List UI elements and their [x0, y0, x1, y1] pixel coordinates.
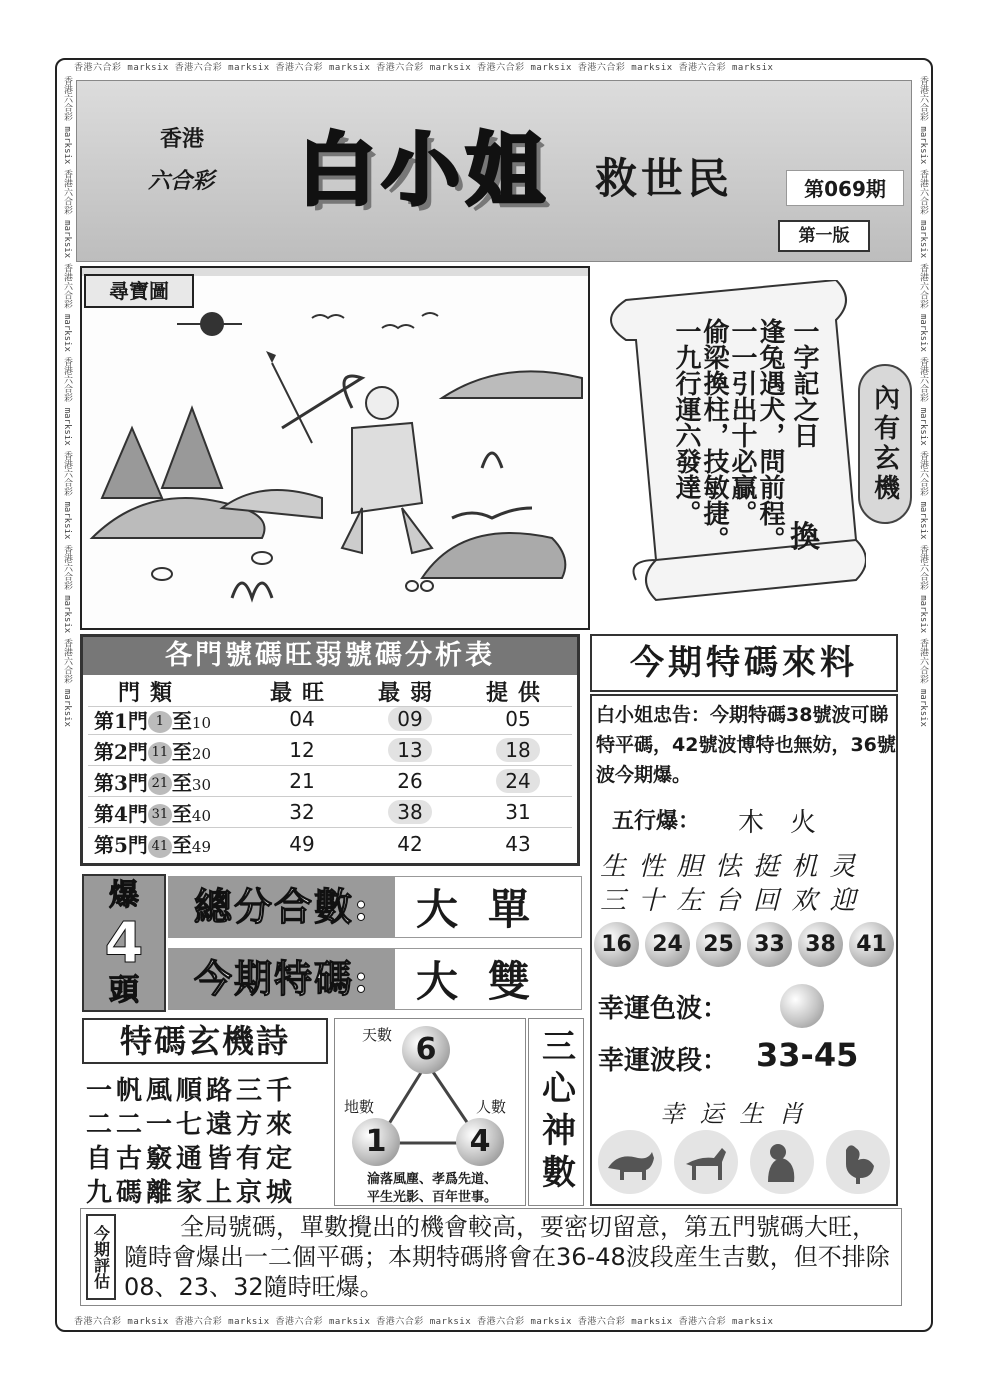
range-end: 40 — [191, 806, 212, 825]
explode-badge — [82, 874, 166, 1012]
special-panel-title: 今期特碼來料 — [590, 634, 898, 692]
evaluation-label: 今期評估 — [86, 1214, 116, 1300]
range-start: 31 — [148, 804, 172, 826]
edition-badge: 第一版 — [778, 220, 870, 252]
range-end: 10 — [191, 713, 212, 732]
zodiac-row — [596, 1128, 892, 1200]
door-label: 第3門 — [94, 770, 148, 795]
special-numbers — [594, 922, 894, 967]
special-code-row — [168, 948, 582, 1010]
three-heart-numbers: 三心神數 — [528, 1018, 584, 1206]
strongest-value: 32 — [289, 800, 315, 824]
door-label: 第2門 — [94, 739, 148, 764]
earth-value: 1 — [352, 1118, 400, 1166]
poem-line-1: 一帆風順路三千 — [86, 1076, 297, 1106]
lucky-range-label: 幸運波段： — [598, 1046, 729, 1076]
range-end: 20 — [191, 744, 212, 763]
offer-value: 18 — [496, 738, 540, 762]
weakest-value: 42 — [397, 831, 423, 856]
poem-line-2: 二二一七遠方來 — [86, 1110, 297, 1140]
monkey-icon — [748, 1128, 816, 1196]
number-ball: 41 — [849, 922, 894, 967]
weakest-value: 38 — [388, 800, 432, 824]
rooster-icon — [824, 1128, 892, 1196]
table-header-door: 門類 — [118, 679, 183, 706]
strongest-value: 21 — [289, 769, 315, 793]
door-label: 第4門 — [94, 801, 148, 826]
number-ball: 33 — [747, 922, 792, 967]
table-header-strongest: 最旺 — [269, 679, 334, 706]
tiger-icon — [596, 1128, 664, 1196]
analysis-table-title: 各門號碼旺弱號碼分析表 — [83, 637, 577, 675]
range-sep: 至 — [171, 739, 192, 764]
special-code-label: 今期特碼: — [169, 949, 395, 1009]
sum-value: 大單 — [415, 885, 560, 934]
range-start: 41 — [148, 836, 172, 858]
range-start: 21 — [148, 773, 172, 795]
heaven-value: 6 — [402, 1026, 450, 1074]
door-label: 第1門 — [94, 708, 148, 733]
region-label: 香港 — [160, 126, 205, 152]
strongest-value: 04 — [289, 707, 315, 731]
number-ball: 24 — [645, 922, 690, 967]
zodiac-label: 幸 运 生 肖 — [660, 1100, 807, 1128]
scroll-line-1: 一字記之日 — [789, 318, 819, 448]
weakest-value: 09 — [388, 707, 432, 731]
scroll-line-3: 一一引出十必贏。 — [727, 318, 757, 526]
explode-line-1: 爆 — [109, 878, 139, 913]
table-row — [88, 828, 572, 859]
bottom-border-text: 香港六合彩 marksix 香港六合彩 marksix 香港六合彩 marksix 香港六合彩 marksix 香港六合彩 marksix 香港六合彩 marksix 香港六合彩 marksix — [74, 1317, 774, 1327]
triangle-note-1: 淪落風塵、孝爲先道、 — [366, 1172, 497, 1187]
lucky-range-value: 33-45 — [756, 1036, 859, 1074]
triangle-note-2: 平生光影、百年世事。 — [366, 1190, 497, 1205]
heaven-label: 天數 — [362, 1026, 393, 1044]
evaluation-text: 全局號碼，單數攪出的機會較高，要密切留意，第五門號碼大旺，隨時會爆出一二個平碼；本期特碼將會在36-48波段産生吉數，但不排除08、23、32隨時旺爆。 — [124, 1213, 890, 1301]
offer-value: 24 — [496, 769, 540, 793]
lucky-color-label: 幸運色波： — [598, 994, 729, 1024]
secret-stamp: 內有玄機 — [858, 364, 912, 524]
horse-icon — [672, 1128, 740, 1196]
range-start: 11 — [148, 742, 172, 764]
wuxing-label: 五行爆： — [612, 809, 701, 834]
page-title: 白小姐 — [298, 126, 551, 216]
bird-icon — [452, 508, 532, 518]
lottery-label: 六合彩 — [148, 168, 215, 194]
handwriting-line-2: 三 十 左 台 回 欢 迎 — [600, 886, 858, 916]
page-subtitle: 救世民 — [595, 154, 734, 203]
explode-line-3: 頭 — [109, 973, 139, 1008]
range-start: 1 — [148, 711, 172, 733]
issue-number: 第069期 — [786, 170, 904, 206]
earth-label: 地數 — [344, 1098, 375, 1116]
strongest-value: 12 — [289, 738, 315, 762]
human-value: 4 — [456, 1118, 504, 1166]
number-ball: 38 — [798, 922, 843, 967]
tree-icon — [102, 428, 162, 498]
poem-line-4: 九碼離家上京城 — [86, 1178, 297, 1208]
table-header-weakest: 最弱 — [377, 679, 442, 706]
right-border-text: 香港六合彩 marksix 香港六合彩 marksix 香港六合彩 marksix 香港六合彩 marksix 香港六合彩 marksix 香港六合彩 marksix 香港六合彩 marksix — [918, 76, 928, 727]
sum-row — [168, 876, 582, 938]
scroll-line-5: 一九行運六發達。 — [671, 318, 701, 526]
table-row — [88, 766, 572, 797]
table-row — [88, 735, 572, 766]
offer-value: 05 — [505, 707, 531, 731]
scroll-extra-char: 換 — [790, 520, 820, 555]
wuxing-values: 木 火 — [738, 808, 817, 838]
picture-label: 尋寶圖 — [84, 274, 194, 308]
tree-icon — [162, 408, 222, 488]
range-sep: 至 — [171, 801, 192, 826]
table-header-row — [88, 676, 572, 707]
top-border-text: 香港六合彩 marksix 香港六合彩 marksix 香港六合彩 marksix 香港六合彩 marksix 香港六合彩 marksix 香港六合彩 marksix 香港六合彩 marksix — [74, 63, 774, 73]
table-header-offer: 提供 — [485, 679, 550, 706]
lucky-color-ball — [780, 984, 824, 1028]
poem-line-3: 自古竅通皆有定 — [86, 1144, 297, 1174]
treasure-picture — [80, 266, 590, 630]
handwriting-line-1: 生 性 胆 怯 挺 机 灵 — [600, 852, 858, 882]
range-end: 49 — [191, 838, 212, 856]
range-sep: 至 — [171, 708, 192, 733]
scroll-line-4: 偷梁換柱，技敏捷。 — [699, 318, 729, 552]
strongest-value: 49 — [289, 831, 315, 856]
archer-illustration — [82, 268, 588, 628]
special-code-value: 大雙 — [415, 957, 560, 1006]
human-label: 人數 — [476, 1098, 507, 1116]
explode-line-2: 4 — [104, 911, 144, 976]
range-end: 30 — [191, 775, 212, 794]
table-row — [88, 704, 572, 735]
offer-value: 43 — [505, 831, 531, 856]
range-sep: 至 — [171, 770, 192, 795]
scroll-line-2: 逢兔遇犬，問前程。 — [755, 318, 785, 552]
left-border-text: 香港六合彩 marksix 香港六合彩 marksix 香港六合彩 marksix 香港六合彩 marksix 香港六合彩 marksix 香港六合彩 marksix 香港六合彩 marksix — [62, 76, 72, 727]
table-row — [88, 797, 572, 828]
range-sep: 至 — [171, 833, 192, 857]
number-ball: 16 — [594, 922, 639, 967]
weakest-value: 26 — [397, 769, 423, 793]
number-ball: 25 — [696, 922, 741, 967]
advice-text: 白小姐忠告：今期特碼38號波可睇特平碼，42號波博特也無妨，36號波今期爆。 — [596, 704, 896, 786]
door-label: 第5門 — [94, 833, 148, 857]
archer-figure — [266, 351, 432, 553]
poem-title: 特碼玄機詩 — [82, 1018, 328, 1064]
sum-label: 總分合數: — [169, 877, 395, 937]
offer-value: 31 — [505, 800, 531, 824]
weakest-value: 13 — [388, 738, 432, 762]
